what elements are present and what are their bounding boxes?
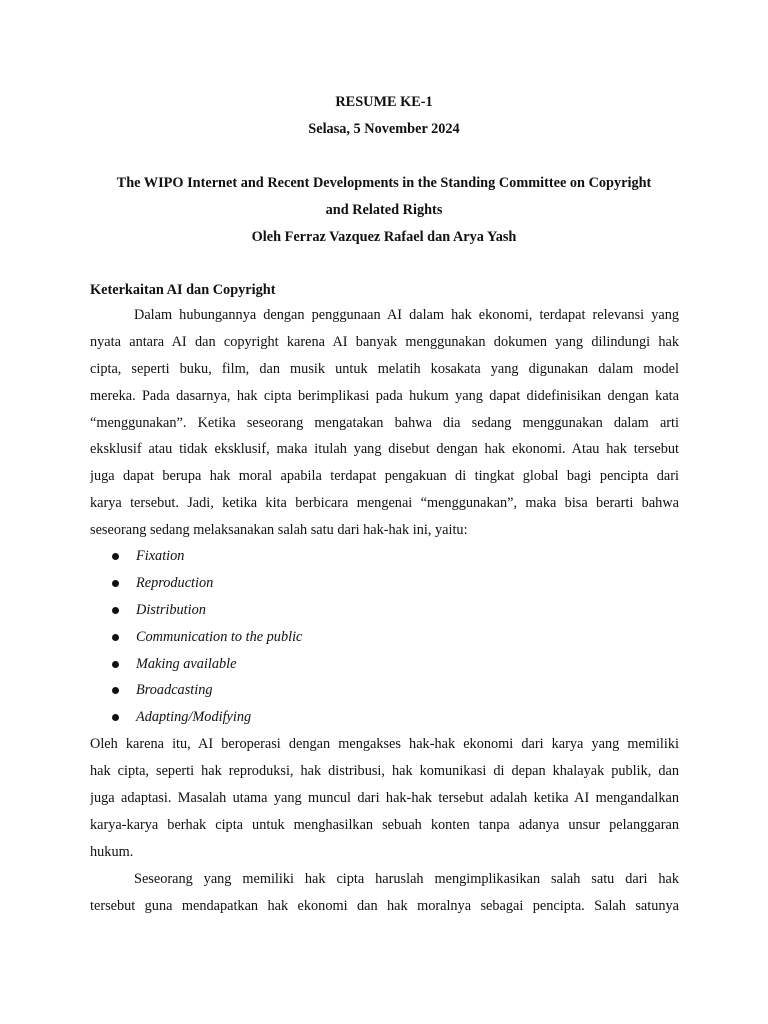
list-item xyxy=(106,704,666,731)
paragraph-line: Oleh karena itu, AI beroperasi dengan mengakses hak-hak ekonomi dari karya yang memiliki xyxy=(90,736,679,752)
paragraph-line: nyata antara AI dan copyright karena AI banyak menggunakan dokumen yang dilindungi hak xyxy=(90,333,679,350)
paragraph-line: eksklusif atau tidak eksklusif, maka itulah yang disebut dengan hak ekonomi. Atau hak tersebut xyxy=(90,441,679,458)
bullet-icon xyxy=(112,714,119,721)
paragraph-line: juga adaptasi. Masalah utama yang muncul dari hak-hak tersebut adalah ketika AI mengandalkan xyxy=(90,789,679,806)
list-item-text: Distribution xyxy=(136,601,206,618)
paragraph-3 xyxy=(90,866,679,920)
paragraph-line: cipta, seperti buku, film, dan musik untuk melatih kosakata yang digunakan dalam model xyxy=(90,360,679,377)
resume-date: Selasa, 5 November 2024 xyxy=(308,121,460,137)
paragraph-line: seseorang sedang melaksanakan salah satu dari hak-hak ini, yaitu: xyxy=(90,522,468,539)
list-item xyxy=(106,651,666,678)
paragraph-2 xyxy=(90,731,679,865)
paragraph-1 xyxy=(90,302,679,544)
list-item-text: Adapting/Modifying xyxy=(136,709,252,726)
paragraph-line: hak cipta, seperti hak reproduksi, hak distribusi, hak komunikasi di depan khalayak publik, dan xyxy=(90,762,679,779)
list-item xyxy=(106,543,666,570)
paragraph-line: “menggunakan”. Ketika seseorang mengatakan bahwa dia sedang menggunakan dalam arti xyxy=(90,414,679,431)
list-item-text: Communication to the public xyxy=(136,628,303,645)
list-item xyxy=(106,597,666,624)
paragraph-line: juga dapat berupa hak moral apabila terdapat pengakuan di tingkat global bagi pencipta dari xyxy=(90,468,679,485)
resume-title: RESUME KE-1 xyxy=(335,94,433,110)
bullet-icon xyxy=(112,607,119,614)
list-item xyxy=(106,570,666,597)
topic-title-line-2: and Related Rights xyxy=(325,202,443,218)
list-item-text: Reproduction xyxy=(136,574,214,591)
paragraph-line: tersebut guna mendapatkan hak ekonomi dan hak moralnya sebagai pencipta. Salah satunya xyxy=(90,897,679,914)
bullet-icon xyxy=(112,661,119,668)
section-heading: Keterkaitan AI dan Copyright xyxy=(90,282,276,298)
topic-title-line-1: The WIPO Internet and Recent Developments in the Standing Committee on Copyright xyxy=(116,175,652,191)
bullet-icon xyxy=(112,580,119,587)
list-item-text: Fixation xyxy=(136,548,185,564)
rights-list xyxy=(106,543,666,731)
paragraph-line: karya tersebut. Jadi, ketika kita berbicara mengenai “menggunakan”, maka bisa berarti bahwa xyxy=(90,495,679,512)
list-item xyxy=(106,677,666,704)
list-item-text: Broadcasting xyxy=(136,682,213,699)
paragraph-line: Seseorang yang memiliki hak cipta haruslah mengimplikasikan salah satu dari hak xyxy=(134,871,679,887)
paragraph-line: hukum. xyxy=(90,843,134,860)
authors-line: Oleh Ferraz Vazquez Rafael dan Arya Yash xyxy=(251,229,517,245)
list-item-text: Making available xyxy=(136,655,237,672)
paragraph-line: karya-karya berhak cipta untuk menghasilkan sebuah konten tanpa adanya unsur pelanggaran xyxy=(90,816,679,833)
bullet-icon xyxy=(112,553,119,560)
paragraph-line: Dalam hubungannya dengan penggunaan AI dalam hak ekonomi, terdapat relevansi yang xyxy=(134,307,679,323)
bullet-icon xyxy=(112,634,119,641)
list-item xyxy=(106,624,666,651)
bullet-icon xyxy=(112,687,119,694)
document-header xyxy=(90,89,678,143)
paragraph-line: mereka. Pada dasarnya, hak cipta berimplikasi pada hukum yang dapat didefinisikan dengan kata xyxy=(90,387,679,404)
topic-block xyxy=(90,170,678,251)
